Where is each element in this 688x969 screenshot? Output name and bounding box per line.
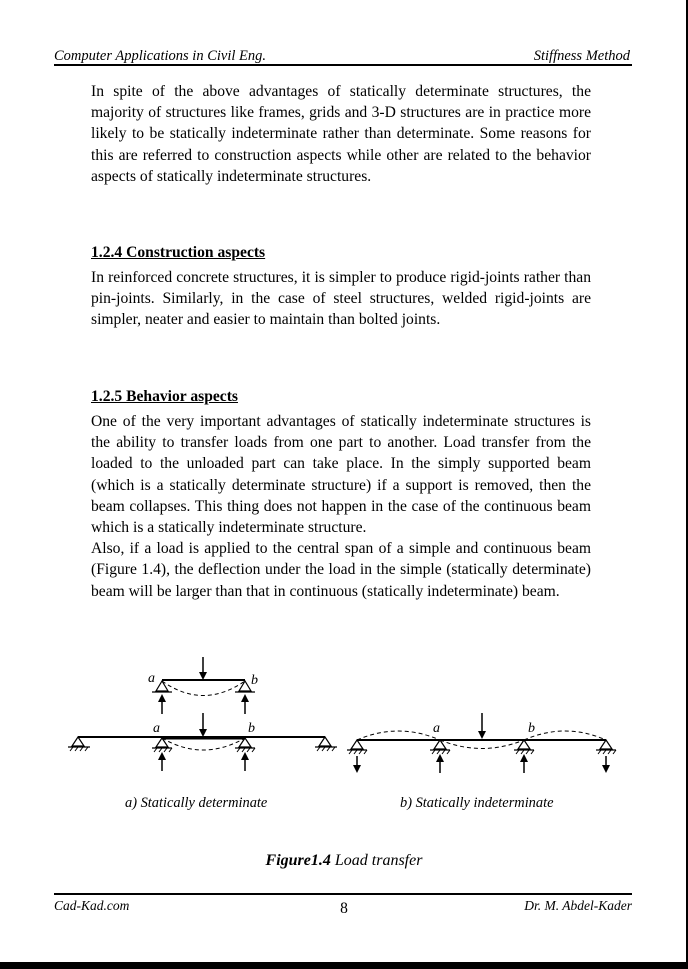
footer-left: Cad-Kad.com xyxy=(54,898,130,913)
label-b-top: b xyxy=(251,673,258,688)
simple-beam-detached xyxy=(152,657,255,714)
caption-a: a) Statically determinate xyxy=(125,795,268,811)
caption-b: b) Statically indeterminate xyxy=(400,795,554,811)
footer-right: Dr. M. Abdel-Kader xyxy=(524,898,632,913)
section-125-text-2: Also, if a load is applied to the central span of a simple and continuous beam (Figure 1.4), the deflection under the load in the simple (statically determinate) beam will be larger than that in continuous (statically indeterminate) beam. xyxy=(91,540,591,600)
continuous-beam-indeterminate xyxy=(347,713,616,773)
header-right-title: Stiffness Method xyxy=(533,48,630,64)
header-left-title: Computer Applications in Civil Eng. xyxy=(54,48,266,64)
label-a-left: a xyxy=(153,721,160,736)
continuous-beam-determinate xyxy=(68,713,337,771)
figure-number: Figure1.4 xyxy=(265,852,331,869)
label-b-left: b xyxy=(248,721,255,736)
section-124-text: In reinforced concrete structures, it is simpler to produce rigid-joints rather than pin-joints. Similarly, in the case of steel structures, welded rigid-joints are simpler, neater and easier to maintain than bolted joints. xyxy=(91,269,591,329)
footer-rule xyxy=(54,893,632,895)
section-125-text-1: One of the very important advantages of statically indeterminate structures is the ability to transfer loads from one part to another. Load transfer from the loaded to the unloaded part can take place. In the simply supported beam (which is a statically determinate structure) if a support is removed, then the beam collapses. This thing does not happen in the case of the continuous beam which is a statically indeterminate structure. xyxy=(91,413,591,537)
figure-title: Load transfer xyxy=(330,852,423,869)
figure-caption xyxy=(0,852,688,870)
label-a-right: a xyxy=(433,721,440,736)
section-124-heading: 1.2.4 Construction aspects xyxy=(91,244,266,261)
label-a-top: a xyxy=(148,671,155,686)
intro-text: In spite of the above advantages of statically determinate structures, the majority of structures like frames, grids and 3-D structures are in practice more likely to be statically indeterminate rather than determinate. Some reasons for this are referred to construction aspects while other are related to the behavior aspects of statically indeterminate structures. xyxy=(91,83,591,185)
page-number: 8 xyxy=(340,900,348,917)
label-b-right: b xyxy=(528,721,535,736)
section-125-heading: 1.2.5 Behavior aspects xyxy=(91,388,238,405)
